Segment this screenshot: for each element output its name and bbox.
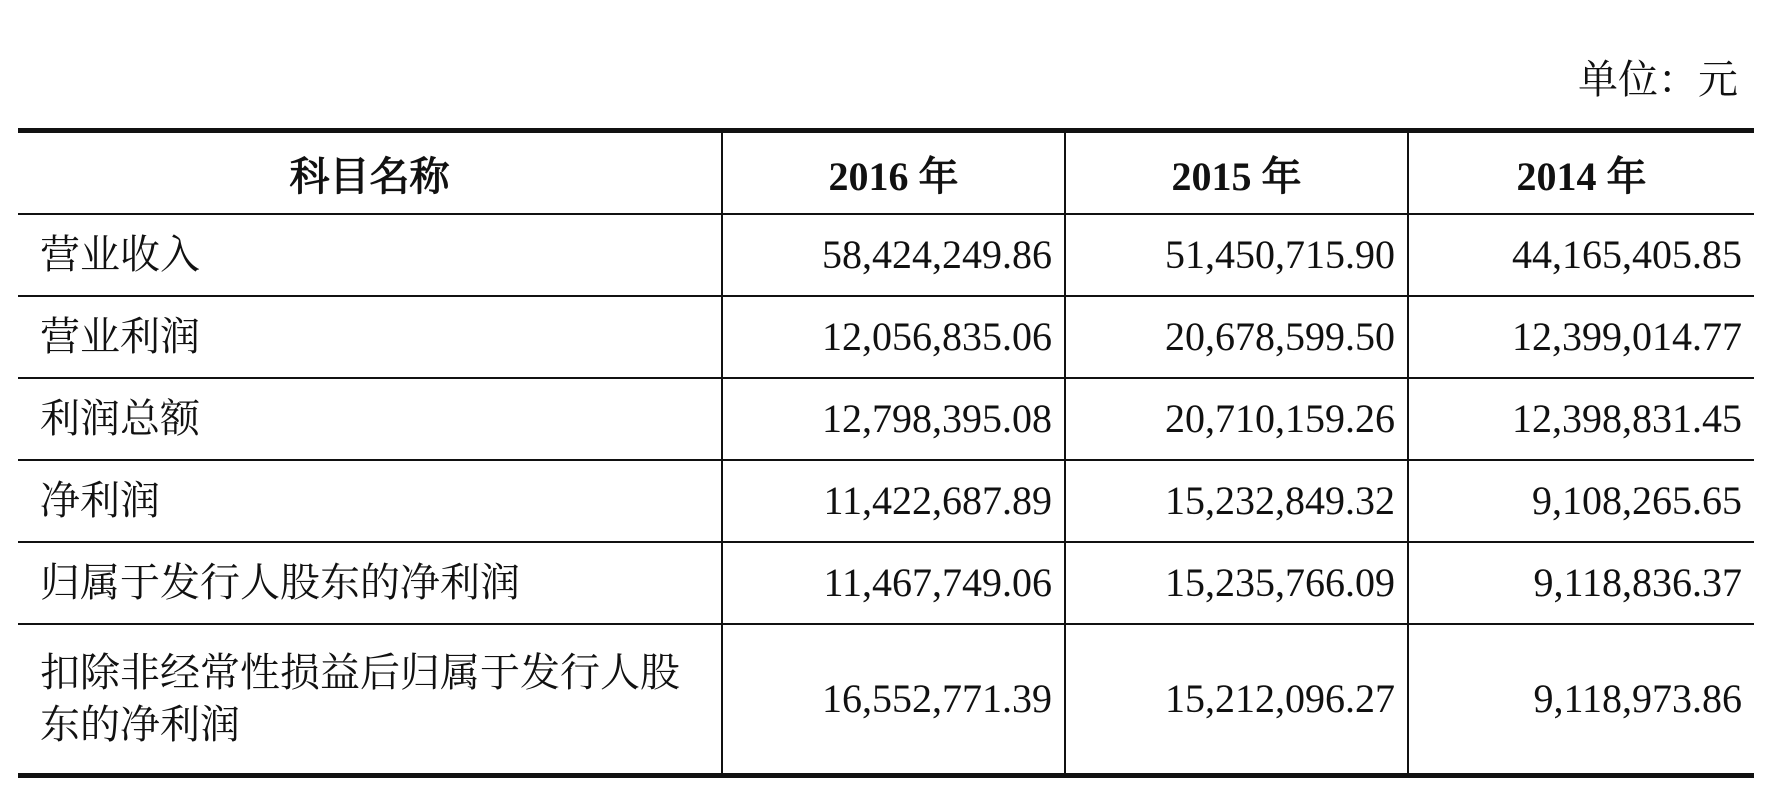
table-row [18,214,1754,296]
row-label: 利润总额 [18,378,722,460]
table-header-row [18,131,1754,215]
financial-summary-table [18,128,1754,778]
value-2016: 11,467,749.06 [722,542,1065,624]
value-2014: 12,399,014.77 [1408,296,1754,378]
row-label: 归属于发行人股东的净利润 [18,542,722,624]
value-2014: 44,165,405.85 [1408,214,1754,296]
value-2014: 9,108,265.65 [1408,460,1754,542]
table-row [18,378,1754,460]
unit-label: 单位：元 [1578,57,1738,102]
row-label: 营业收入 [18,214,722,296]
value-2014: 12,398,831.45 [1408,378,1754,460]
value-2016: 12,798,395.08 [722,378,1065,460]
value-2014: 9,118,973.86 [1408,624,1754,776]
value-2016: 16,552,771.39 [722,624,1065,776]
value-2016: 12,056,835.06 [722,296,1065,378]
header-year-2016: 2016 年 [722,131,1065,215]
header-year-2014: 2014 年 [1408,131,1754,215]
table-row [18,460,1754,542]
row-label: 扣除非经常性损益后归属于发行人股东的净利润 [18,624,722,776]
header-item-name: 科目名称 [18,131,722,215]
table-row [18,624,1754,776]
table-row [18,542,1754,624]
value-2015: 20,678,599.50 [1065,296,1408,378]
value-2015: 15,235,766.09 [1065,542,1408,624]
value-2014: 9,118,836.37 [1408,542,1754,624]
value-2015: 20,710,159.26 [1065,378,1408,460]
value-2016: 11,422,687.89 [722,460,1065,542]
value-2015: 15,232,849.32 [1065,460,1408,542]
table-row [18,296,1754,378]
value-2015: 15,212,096.27 [1065,624,1408,776]
value-2015: 51,450,715.90 [1065,214,1408,296]
row-label: 净利润 [18,460,722,542]
header-year-2015: 2015 年 [1065,131,1408,215]
row-label: 营业利润 [18,296,722,378]
value-2016: 58,424,249.86 [722,214,1065,296]
